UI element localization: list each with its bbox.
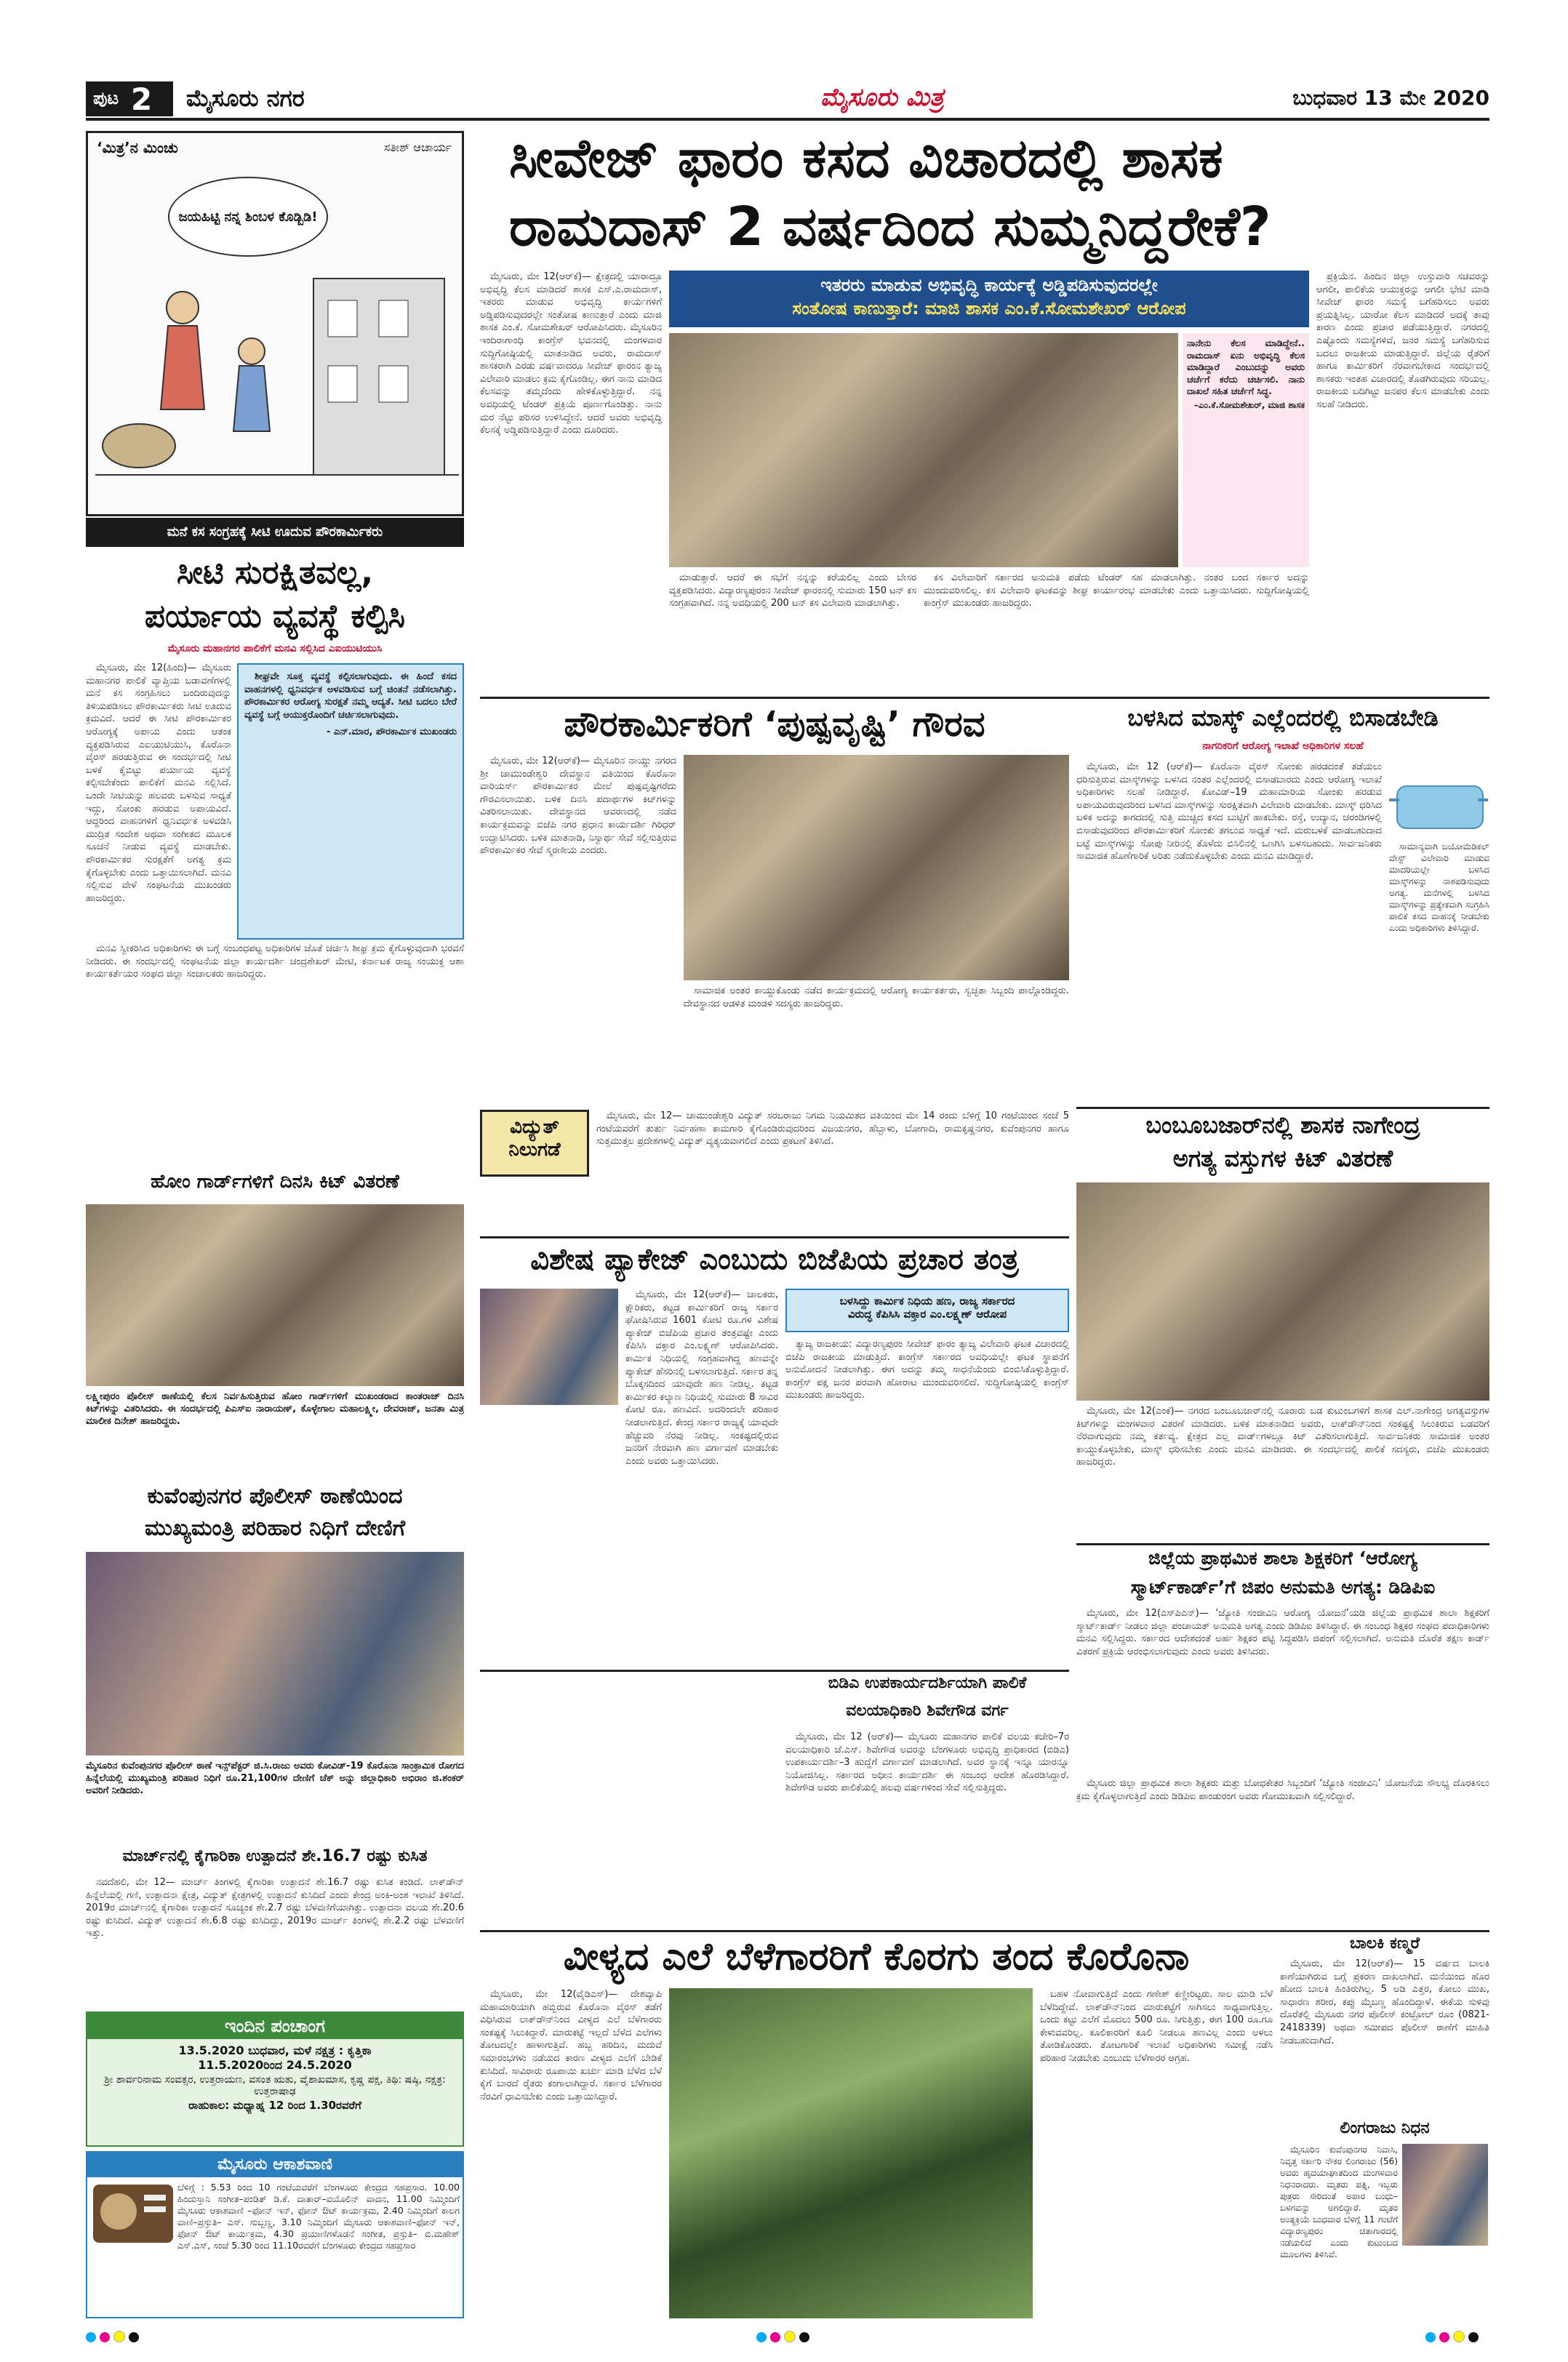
market-body-box xyxy=(86,1876,464,2007)
vishesha-body-box xyxy=(625,1289,778,1667)
nidhana-body: ಮೈಸೂರಿನ ಕುವೆಂಪುನಗರ ನಿವಾಸಿ, ನಿವೃತ್ತ ಸರ್ಕಾರಿ ನೌಕರ ಲಿಂಗರಾಜು (56) ಅವರು ಹೃದಯಾಘಾತದಿಂದ ಮಂಗಳವಾರ ನಿಧನರಾದರು. ಮೃತರು ಪತ್ನಿ, ಇಬ್ಬರು ಪುತ್ರರು ಸೇರಿದಂತೆ ಅಪಾರ ಬಂಧು–ಬಳಗವನ್ನು ಅಗಲಿದ್ದಾರೆ. ಮೃತರ ಅಂತ್ಯಕ್ರಿಯೆ ಬುಧವಾರ ಬೆಳಿಗ್ಗೆ 11 ಗಂಟೆಗೆ ವಿದ್ಯಾರಣ್ಯಪುರಂ ಚಿತಾಗಾರದಲ್ಲಿ ನಡೆಯಲಿದೆ ಎಂದು ಕುಟುಂಬದ ಮೂಲಗಳು ತಿಳಿಸಿವೆ. xyxy=(1280,2145,1398,2259)
vishesha-body-2-box xyxy=(785,1338,1069,1667)
cartoon-label: ‘ಮಿತ್ರ’ನ ಮಿಂಚು xyxy=(97,139,178,156)
soppu-body-2: ಬಹಳ ನೋವಾಗುತ್ತಿದೆ ಎಂದು ಗಣೇಶ್ ಕಣ್ಣೀರಿಟ್ಟರು. ಸಾಲ ಮಾಡಿ ಬೆಳೆ ಬೆಳೆದಿದ್ದೇವೆ. ಲಾಕ್‌ಡೌನ್‌ನಿಂದ ಮಾರುಕಟ್ಟೆಗೆ ಸಾಗಿಸಲು ಸಾಧ್ಯವಾಗುತ್ತಿಲ್ಲ. ಒಂದು ಕಟ್ಟು ಎಲೆಗೆ ಮೊದಲು 500 ರೂ. ಸಿಗುತ್ತಿತ್ತು, ಈಗ 100 ರೂ.ಗೂ ಕೇಳುವವರಿಲ್ಲ. ಕೂಲಿಕಾರರಿಗೆ ಕೂಲಿ ನೀಡಲೂ ಹಣವಿಲ್ಲ ಎಂದು ಅಳಲು ತೋಡಿಕೊಂಡರು. ತೋಟಗಾರಿಕೆ ಇಲಾಖೆ ಅಧಿಕಾರಿಗಳು ಸಮೀಕ್ಷೆ ನಡೆಸಿ ಪರಿಹಾರ ನೀಡಬೇಕು ಎಂಬುದು ಬೆಳೆಗಾರರ ಆಗ್ರಹ. xyxy=(1040,1989,1273,2064)
registration-marks-right xyxy=(1425,2331,1491,2342)
kanmare-box xyxy=(1280,1934,1489,2116)
masthead xyxy=(86,81,1489,118)
panchanga-box xyxy=(86,2011,464,2147)
nagendra-rule xyxy=(1076,1543,1489,1545)
akashavani-box xyxy=(86,2151,464,2318)
seeti-quote: ಶೀಘ್ರವೇ ಸೂಕ್ತ ವ್ಯವಸ್ಥೆ ಕಲ್ಪಿಸಲಾಗುವುದು. ಈ ಹಿಂದೆ ಕಸದ ವಾಹನಗಳಲ್ಲಿ ಧ್ವನಿವರ್ಧಕ ಅಳವಡಿಸುವ ಬಗ್ಗೆ ಚಿಂತನೆ ನಡೆಸಲಾಗಿತ್ತು. ಪೌರಕಾರ್ಮಿಕರ ಆರೋಗ್ಯ ಸುರಕ್ಷತೆ ನಮ್ಮ ಆದ್ಯತೆ. ಸೀಟಿ ಬದಲು ಬೇರೆ ವ್ಯವಸ್ಥೆ ಬಗ್ಗೆ ಆಯುಕ್ತರೊಂದಿಗೆ ಚರ್ಚಿಸಲಾಗುವುದು. xyxy=(244,671,457,721)
seeti-body: ಮೈಸೂರು, ಮೇ 12(ಹಿಂದಿ)— ಮೈಸೂರು ಮಹಾನಗರ ಪಾಲಿಕೆ ವ್ಯಾಪ್ತಿಯ ಬಡಾವಣೆಗಳಲ್ಲಿ ಮನೆ ಕಸ ಸಂಗ್ರಹಿಸಲು ಬಂದಿರುವುದನ್ನು ತಿಳಿಯಪಡಿಸಲು ಪೌರಕಾರ್ಮಿಕರು ಸೀಟಿ ಊದುವ ಕ್ರಮವಿದೆ. ಆದರೆ ಈ ಸೀಟಿ ಪೌರಕಾರ್ಮಿಕರ ಆರೋಗ್ಯಕ್ಕೆ ಅಪಾಯ ಎಂದು ಆತಂಕ ವ್ಯಕ್ತಪಡಿಸಿರುವ ಎಐಯುಟಿಯುಸಿ, ಕೊರೊನಾ ವೈರಸ್ ಹರಡುತ್ತಿರುವ ಈ ಸಂದರ್ಭದಲ್ಲಿ ಸೀಟಿ ಬಳಕೆ ಕೈಬಿಟ್ಟು ಪರ್ಯಾಯ ವ್ಯವಸ್ಥೆ ಕಲ್ಪಿಸಬೇಕೆಂದು ಪಾಲಿಕೆಗೆ ಮನವಿ ಸಲ್ಲಿಸಿದೆ. ಒಂದೇ ಸೀಟಿಯನ್ನು ಹಲವರು ಬಳಸುವ ಸಾಧ್ಯತೆ ಇದ್ದು, ಸೋಂಕು ಹರಡುವ ಅಪಾಯವಿದೆ. ಆದ್ದರಿಂದ ವಾಹನಗಳಿಗೆ ಧ್ವನಿವರ್ಧಕ ಅಳವಡಿಸಿ ಮುದ್ರಿತ ಸಂದೇಶ ಅಥವಾ ಸಂಗೀತದ ಮೂಲಕ ಸೂಚನೆ ನೀಡುವ ವ್ಯವಸ್ಥೆ ಮಾಡಬೇಕು. ಪೌರಕಾರ್ಮಿಕರ ಸುರಕ್ಷತೆಗೆ ಅಗತ್ಯ ಕ್ರಮ ಕೈಗೊಳ್ಳಬೇಕು ಎಂದು ಒತ್ತಾಯಿಸಲಾಗಿದೆ. ಮನವಿ ಸಲ್ಲಿಸುವ ವೇಳೆ ಸಂಘಟನೆಯ ಮುಖಂಡರು ಹಾಜರಿದ್ದರು. xyxy=(86,662,231,904)
nagendra-body-box xyxy=(1076,1405,1489,1540)
radio-icon xyxy=(93,2185,173,2243)
homeguard-photo xyxy=(86,1204,464,1386)
kuvempu-headline-1: ಕುವೆಂಪುನಗರ ಪೊಲೀಸ್ ಠಾಣೆಯಿಂದ xyxy=(147,1484,403,1509)
soppu-body: ಮೈಸೂರು, ಮೇ 12(ವೈಡಿಎಸ್)— ದೇಶವ್ಯಾಪಿ ಮಹಾಮಾರಿಯಾಗಿ ಹಬ್ಬಿರುವ ಕೊರೊನಾ ವೈರಸ್ ತಡೆಗೆ ವಿಧಿಸಿರುವ ಲಾಕ್‌ಡೌನ್‌ನಿಂದ ವೀಳ್ಯದ ಎಲೆ ಬೆಳೆಗಾರರು ಸಂಕಷ್ಟಕ್ಕೆ ಸಿಲುಕಿದ್ದಾರೆ. ಮಾರುಕಟ್ಟೆ ಇಲ್ಲದೆ ಬೆಳೆದ ಎಲೆಗಳು ತೋಟದಲ್ಲೇ ಹಾಳಾಗುತ್ತಿವೆ. ಹಬ್ಬ ಹರಿದಿನ, ಮದುವೆ ಸಮಾರಂಭಗಳು ನಡೆಯದ ಕಾರಣ ವೀಳ್ಯದ ಎಲೆಗೆ ಬೇಡಿಕೆ ಕುಸಿದಿದೆ. ಸಾವಿರಾರು ರೂಪಾಯಿ ಖರ್ಚು ಮಾಡಿ ಬೆಳೆದ ಬೆಳೆ ಕೈಗೆ ಬಾರದೆ ರೈತರು ಕಂಗಾಲಾಗಿದ್ದಾರೆ. ಸರ್ಕಾರ ಬೆಳೆಗಾರರ ನೆರವಿಗೆ ಧಾವಿಸಬೇಕು ಎಂದು ಒತ್ತಾಯಿಸಿದ್ದಾರೆ. xyxy=(480,1989,662,2102)
kanmare-headline: ಬಾಲಕಿ ಕಣ್ಮರೆ xyxy=(1349,1934,1420,1953)
mask-rule xyxy=(1076,1107,1489,1109)
vidyut-body-box xyxy=(596,1110,1069,1233)
lead-col-right xyxy=(1316,271,1489,692)
lead-photo-caption: ಮಾಡುತ್ತಾರೆ. ಆದರೆ ಈ ಸಭೆಗೆ ನನ್ನನ್ನು ಕರೆಯಲಿಲ್ಲ ಎಂದು ಬೇಸರ ವ್ಯಕ್ತಪಡಿಸಿದರು. ವಿದ್ಯಾರಣ್ಯಪುರಂನ ಸೀವೇಜ್ ಫಾರಂನಲ್ಲಿ ಸುಮಾರು 150 ಟನ್ ಕಸ ಸಂಗ್ರಹವಾಗಿದೆ. ನನ್ನ ಅವಧಿಯಲ್ಲಿ 200 ಟನ್ ಕಸ ವಿಲೇವಾರಿ ಮಾಡಲಾಗಿತ್ತು. xyxy=(669,572,916,609)
lead-photo xyxy=(669,333,1178,567)
lead-kicker-box xyxy=(669,271,1309,327)
soppu-headline: ವೀಳ್ಯದ ಎಲೆ ಬೆಳೆಗಾರರಿಗೆ ಕೊರಗು ತಂದ ಕೊರೊನಾ xyxy=(563,1935,1190,1979)
seeti-headline-1: ಸೀಟಿ ಸುರಕ್ಷಿತವಲ್ಲ, xyxy=(176,554,374,591)
kuvempu-photo xyxy=(86,1552,464,1756)
mask-icon xyxy=(1389,771,1488,836)
vishesha-rule xyxy=(480,1670,1069,1672)
shala-headline-2: ಸ್ಮಾರ್ಟ್‌ಕಾರ್ಡ್’ಗೆ ಜಿಪಂ ಅನುಮತಿ ಅಗತ್ಯ: ಡಿಡಿಪಿಐ xyxy=(1130,1577,1436,1598)
soppu-photo xyxy=(669,1988,1033,2318)
lead-headline-2: ರಾಮದಾಸ್ 2 ವರ್ಷದಿಂದ ಸುಮ್ಮನಿದ್ದರೇಕೆ? xyxy=(509,196,1271,258)
lead-pull-quote-by: –ಎಂ.ಕೆ.ಸೋಮಶೇಖರ್, ಮಾಜಿ ಶಾಸಕ xyxy=(1193,399,1305,410)
shala-headline-1: ಜಿಲ್ಲೆಯ ಪ್ರಾಥಮಿಕ ಶಾಲಾ ಶಿಕ್ಷಕರಿಗೆ ‘ಆರೋಗ್ಯ xyxy=(1148,1548,1417,1569)
vishesha-tail-box xyxy=(480,1674,778,1927)
mask-headline: ಬಳಸಿದ ಮಾಸ್ಕ್ ಎಲ್ಲೆಂದರಲ್ಲಿ ಬಿಸಾಡಬೇಡಿ xyxy=(1127,704,1439,732)
cartoon-strip-text: ಮನೆ ಕಸ ಸಂಗ್ರಹಕ್ಕೆ ಸೀಟಿ ಊದುವ ಪೌರಕಾರ್ಮಿಕರು xyxy=(167,524,383,540)
akashavani-body-box xyxy=(177,2182,460,2315)
market-body: ನವದೆಹಲಿ, ಮೇ 12— ಮಾರ್ಚ್ ತಿಂಗಳಲ್ಲಿ ಕೈಗಾರಿಕಾ ಉತ್ಪಾದನೆ ಶೇ.16.7 ರಷ್ಟು ಕುಸಿತ ಕಂಡಿದೆ. ಲಾಕ್‌ಡೌನ್ ಹಿನ್ನೆಲೆಯಲ್ಲಿ ಗಣಿ, ಉತ್ಪಾದನಾ ಕ್ಷೇತ್ರ, ವಿದ್ಯುತ್ ಕ್ಷೇತ್ರಗಳಲ್ಲಿ ಉತ್ಪಾದನೆ ಕುಸಿದಿದೆ ಎಂದು ಕೇಂದ್ರ ಅಂಕಿ-ಅಂಶ ಇಲಾಖೆ ತಿಳಿಸಿದೆ. 2019ರ ಮಾರ್ಚ್‌ನಲ್ಲಿ ಕೈಗಾರಿಕಾ ಉತ್ಪಾದನೆ ಸೂಚ್ಯಂಕ ಶೇ.2.7 ರಷ್ಟು ಬೆಳವಣಿಗೆಯಾಗಿತ್ತು. ಉತ್ಪಾದನಾ ವಲಯ ಶೇ.20.6 ರಷ್ಟು ಕುಸಿದಿದೆ. ವಿದ್ಯುತ್ ಉತ್ಪಾದನೆ ಶೇ.6.8 ರಷ್ಟು ಕುಸಿದಿದ್ದು, 2019ರ ಮಾರ್ಚ್ ತಿಂಗಳಲ್ಲಿ ಶೇ.2.2 ರಷ್ಟು ಬೆಳವಣಿಗೆ ಇತ್ತು. xyxy=(86,1877,464,1939)
lead-col-1-text: ಮೈಸೂರು, ಮೇ 12(ಆರ್‌ಕೆ)— ಕ್ಷೇತ್ರದಲ್ಲಿ ಯಾರಾದ್ರೂ ಅಭಿವೃದ್ಧಿ ಕೆಲಸ ಮಾಡಿದರೆ ಶಾಸಕ ಎಸ್.ಎ.ರಾಮದಾಸ್, ಇತರರು ಮಾಡುವ ಅಭಿವೃದ್ಧಿ ಕಾರ್ಯಗಳಿಗೆ ಅಡ್ಡಿಪಡಿಸುವುದರಲ್ಲೇ ಸಂತೋಷ ಕಾಣುತ್ತಾರೆ ಎಂದು ಮಾಜಿ ಶಾಸಕ ಎಂ.ಕೆ. ಸೋಮಶೇಖರ್ ಆರೋಪಿಸಿದರು. ಮೈಸೂರಿನ ಇಂದಿರಾಗಾಂಧಿ ಕಾಂಗ್ರೆಸ್ ಭವನದಲ್ಲಿ ಮಂಗಳವಾರ ಸುದ್ದಿಗೋಷ್ಠಿಯಲ್ಲಿ ಮಾತನಾಡಿದ ಅವರು, ರಾಮದಾಸ್ ಶಾಸಕರಾಗಿ ಎರಡು ವರ್ಷವಾದರೂ ಸೀವೇಜ್ ಫಾರಂನ ತ್ಯಾಜ್ಯ ವಿಲೇವಾರಿ ಮಾಡಲು ಕ್ರಮ ಕೈಗೊಂಡಿಲ್ಲ. ಈಗ ನಾನು ಮಾಡಿದ ಕೆಲಸವನ್ನು ತಮ್ಮದೆಂದು ಹೇಳಿಕೊಳ್ಳುತ್ತಿದ್ದಾರೆ. ನನ್ನ ಅವಧಿಯಲ್ಲಿ ಟೆಂಡರ್ ಪ್ರಕ್ರಿಯೆ ಪೂರ್ಣಗೊಂಡಿತ್ತು. ನಾನು ಮರ ನೆಟ್ಟು ಪರಿಸರ ಉಳಿಸಿದ್ದೇನೆ. ಆದರೆ ಅವರು ಅಭಿವೃದ್ಧಿ ಕೆಲಸಕ್ಕೆ ಅಡ್ಡಿಪಡಿಸುತ್ತಿದ್ದಾರೆ ಎಂದು ದೂರಿದರು. xyxy=(480,271,662,436)
nidhana-box xyxy=(1280,2119,1489,2318)
vishesha-headline: ವಿಶೇಷ ಪ್ಯಾಕೇಜ್ ಎಂಬುದು ಬಿಜೆಪಿಯ ಪ್ರಚಾರ ತಂತ್ರ xyxy=(530,1243,1019,1276)
seeti-byline: ಮೈಸೂರು ಮಹಾನಗರ ಪಾಲಿಕೆಗೆ ಮನವಿ ಸಲ್ಲಿಸಿದ ಎಐಯುಟಿಯುಸಿ xyxy=(167,643,383,654)
lead-col-right-text: ಪ್ರಕ್ರಿಯೆನ. ಹಿಂದಿನ ಜಿಲ್ಲಾ ಉಸ್ತುವಾರಿ ಸಚಿವರನ್ನು ಆಗಲೀ, ಪಾಲಿಕೆಯ ಆಯುಕ್ತರನ್ನು ಆಗಲೀ ಭೇಟಿ ಮಾಡಿ ಸೀವೇಜ್ ಫಾರಂ ಸಮಸ್ಯೆ ಬಗೆಹರಿಸಲು ಅವರು ಪ್ರಯತ್ನಿಸಿಲ್ಲ. ಯಾರೋ ಕೆಲಸ ಮಾಡಿದರೆ ಅದಕ್ಕೆ ತಾವು ಕಾರಣ ಎಂದು ಪ್ರಚಾರ ಪಡೆಯುತ್ತಿದ್ದಾರೆ. ನಗರದಲ್ಲಿ ಎಷ್ಟೊಂದು ಸಮಸ್ಯೆಗಳಿವೆ, ಜನರ ಸಮಸ್ಯೆ ಬಗೆಹರಿಸುವ ಬದಲು ರಾಜಕೀಯ ಮಾಡುತ್ತಿದ್ದಾರೆ. ಜಿಲ್ಲೆಯ ರೈತರಿಗೆ ಹಾಗೂ ಕಾರ್ಮಿಕರಿಗೆ ನೆರವಾಗಬೇಕಾದ ಸಂದರ್ಭದಲ್ಲಿ ಶಾಸಕರು ಇಂತಹ ವಿಚಾರದಲ್ಲಿ ತೊಡಗಿರುವುದು ಸರಿಯಲ್ಲ. ರಾಜಕೀಯ ಬದಿಗಿಟ್ಟು ಜನಪರ ಕೆಲಸ ಮಾಡಬೇಕು ಎಂದು ಸಲಹೆ ನೀಡಿದರು. xyxy=(1316,271,1489,410)
akashavani-title: ಮೈಸೂರು ಆಕಾಶವಾಣಿ xyxy=(87,2153,463,2177)
pushpa-body-box xyxy=(480,755,676,1104)
registration-marks-left xyxy=(86,2331,151,2342)
paper-name: ಮೈಸೂರು ಮಿತ್ರ xyxy=(820,83,944,112)
shala-body-2-box xyxy=(1076,1777,1489,1927)
vidyut-rule xyxy=(480,1236,1069,1238)
akashavani-body: ಬೆಳಿಗ್ಗೆ : 5.53 ರಿಂದ 10 ಗಂಟೆಯವರೆಗೆ ಬೆಂಗಳೂರು ಕೇಂದ್ರದ ಸಹಪ್ರಸಾರ. 10.00 ಹಿಂದುಸ್ತಾನಿ ಸಂಗೀತ–ಪಂಡಿತ್ ಡಿ.ಕೆ. ದಾತಾರ್–ವಯೊಲಿನ್ ವಾದನ, 11.00 ನಿಮ್ಮಿಂದಿಗೆ ಮೈಸೂರು ಆಕಾಶವಾಣಿ –ಫೋನ್ ಇನ್, ಫೋನ್ ಔಟ್ ಕಾರ್ಯಕ್ರಮ, 2.40 ನಿಮ್ಮಿಂದಿಗೆ ಕಾಲಗ ವಾಣಿ–ಪ್ರಸ್ತುತಿ– ಎಸ್. ಸುಬ್ಬಣ್ಣ, 3.10 ನಿಮ್ಮಿಂದಿಗೆ ಮೈಸೂರು ಆಕಾಶವಾಣಿ–ಫೋನ್ ಇನ್, ಫೋನ್ ಔಟ್ ಕಾರ್ಯಕ್ರಮ, 4.30 ಪ್ರಯಾಣಿಗಳೊಡನೆ ಸಂಗೀತ, ಪ್ರಸ್ತುತಿ– ಬಿ.ಮಹೇಶ್ ಎಸ್.ಎಸ್, ಸಂಜೆ 5.30 ರಿಂದ 11.10ರವರೆಗೆ ಬೆಂಗಳೂರು ಕೇಂದ್ರದ ಸಹಪ್ರಸಾರ xyxy=(177,2182,460,2251)
section-title: ಮೈಸೂರು ನಗರ xyxy=(186,84,305,112)
cartoon-bubble-text: ಜಯಹಿಟ್ಟಿ ನನ್ನ ಶಿಂಬಳ ಕೊಡ್ಬಿಡಿ! xyxy=(178,209,318,225)
panchanga-title: ಇಂದಿನ ಪಂಚಾಂಗ xyxy=(87,2013,463,2039)
cartoon-artist: ಸತೀಶ್ ಆಚಾರ್ಯ xyxy=(383,140,452,154)
vidyut-body: ಮೈಸೂರು, ಮೇ 12— ಚಾಮುಂಡೇಶ್ವರಿ ವಿದ್ಯುತ್ ಸರಬರಾಜು ನಿಗಮ ನಿಯಮಿತದ ವತಿಯಿಂದ ಮೇ 14 ರಂದು ಬೆಳಿಗ್ಗೆ 10 ಗಂಟೆಯಿಂದ ಸಂಜೆ 5 ಗಂಟೆಯವರೆಗೆ ತುರ್ತು ನಿರ್ವಹಣಾ ಕಾಮಗಾರಿ ಕೈಗೊಂಡಿರುವುದರಿಂದ ವಿಜಯನಗರ, ಹೆಬ್ಬಾಳು, ಬೋಗಾದಿ, ರಾಮಕೃಷ್ಣನಗರ, ಕುವೆಂಪುನಗರ ಹಾಗೂ ಸುತ್ತಮುತ್ತಲ ಪ್ರದೇಶಗಳಲ್ಲಿ ವಿದ್ಯುತ್ ವ್ಯತ್ಯಯವಾಗಲಿದೆ ಎಂದು ಪ್ರಕಟಣೆ ತಿಳಿಸಿದೆ. xyxy=(596,1110,1069,1148)
mask-kicker: ನಾಗರಿಕರಿಗೆ ಆರೋಗ್ಯ ಇಲಾಖೆ ಅಧಿಕಾರಿಗಳ ಸಲಹೆ xyxy=(1202,740,1364,752)
masthead-rule xyxy=(86,118,1489,121)
seeti-quote-box xyxy=(237,663,464,940)
registration-marks-center xyxy=(756,2331,822,2342)
soppu-body-2-box xyxy=(1040,1988,1273,2318)
nagendra-body: ಮೈಸೂರು, ಮೇ 12(ಎಂಕೆ)— ನಗರದ ಬಂಬೂಬಜಾರ್‌ನಲ್ಲಿ ನೂರಾರು ಬಡ ಕುಟುಂಬಗಳಿಗೆ ಶಾಸಕ ಎಲ್.ನಾಗೇಂದ್ರ ಅಗತ್ಯವಸ್ತುಗಳ ಕಿಟ್‌ಗಳನ್ನು ಮಂಗಳವಾರ ವಿತರಣೆ ಮಾಡಿದರು. ಬಳಿಕ ಮಾತನಾಡಿದ ಅವರು, ಲಾಕ್‌ಡೌನ್‌ನಿಂದ ಸಂಕಷ್ಟಕ್ಕೆ ಸಿಲುಕಿರುವ ಬಡವರಿಗೆ ನೆರವಾಗುವುದು ನಮ್ಮ ಕರ್ತವ್ಯ. ಕ್ಷೇತ್ರದ ಎಲ್ಲ ವಾರ್ಡ್‌ಗಳಲ್ಲೂ ಕಿಟ್ ವಿತರಿಸಲಾಗುತ್ತಿದೆ. ಸಾರ್ವಜನಿಕರು ಸಾಮಾಜಿಕ ಅಂತರ ಕಾಯ್ದುಕೊಳ್ಳಬೇಕು, ಮಾಸ್ಕ್ ಧರಿಸಬೇಕು ಎಂದು ಮನವಿ ಮಾಡಿದರು. ಈ ಸಂದರ್ಭದಲ್ಲಿ ಪಾಲಿಕೆ ಸದಸ್ಯರು, ಬಿಜೆಪಿ ಮುಖಂಡರು ಹಾಜರಿದ್ದರು. xyxy=(1076,1406,1489,1468)
panchanga-line-2: 11.5.2020ರಿಂದ 24.5.2020 xyxy=(198,2058,352,2072)
lead-col-1 xyxy=(480,271,662,692)
mask-body: ಮೈಸೂರು, ಮೇ 12 (ಆರ್‌ಕೆ)— ಕೊರೊನಾ ವೈರಸ್ ಸೋಂಕು ಹರಡದಂತೆ ತಡೆಯಲು ಧರಿಸುತ್ತಿರುವ ಮಾಸ್ಕ್‌ಗಳನ್ನು ಬಳಸಿದ ನಂತರ ಎಲ್ಲೆಂದರಲ್ಲಿ ಬಿಸಾಡಬಾರದು ಎಂದು ಆರೋಗ್ಯ ಇಲಾಖೆ ಅಧಿಕಾರಿಗಳು ಸಲಹೆ ನೀಡಿದ್ದಾರೆ. ಕೋವಿಡ್–19 ಮಹಾಮಾರಿಯ ಸೋಂಕು ಹರಡುವ ಅಪಾಯವಿರುವುದರಿಂದ ಬಳಸಿದ ಮಾಸ್ಕ್‌ಗಳನ್ನು ಸುರಕ್ಷಿತವಾಗಿ ವಿಲೇವಾರಿ ಮಾಡಬೇಕು. ಮಾಸ್ಕ್ ಧರಿಸಿದ ಬಳಿಕ ಅದನ್ನು ಕಾಗದದಲ್ಲಿ ಸುತ್ತಿ ಮುಚ್ಚಿದ ಕಸದ ಬುಟ್ಟಿಗೆ ಹಾಕಬೇಕು. ರಸ್ತೆ, ಉದ್ಯಾನ, ಚರಂಡಿಗಳಲ್ಲಿ ಬಿಸಾಡುವುದರಿಂದ ಪೌರಕಾರ್ಮಿಕರಿಗೆ ಸೋಂಕು ತಗಲುವ ಸಾಧ್ಯತೆ ಇದೆ. ಮರುಬಳಕೆ ಮಾಡಬಹುದಾದ ಬಟ್ಟೆ ಮಾಸ್ಕ್‌ಗಳನ್ನು ಸೋಪು ನೀರಿನಲ್ಲಿ ತೊಳೆದು ಬಿಸಿಲಿನಲ್ಲಿ ಒಣಗಿಸಿ ಬಳಸಬಹುದು. ಸಾರ್ವಜನಿಕರು ಸಾಮಾಜಿಕ ಹೊಣೆಗಾರಿಕೆ ಅರಿತು ನಡೆದುಕೊಳ್ಳಬೇಕು ಎಂದು ಮನವಿ ಮಾಡಿದ್ದಾರೆ. xyxy=(1076,761,1382,862)
seeti-body-left xyxy=(86,662,231,938)
lead-rule xyxy=(480,697,1489,699)
seeti-body-2: ಮನವಿ ಸ್ವೀಕರಿಸಿದ ಅಧಿಕಾರಿಗಳು ಈ ಬಗ್ಗೆ ಸಂಬಂಧಪಟ್ಟ ಅಧಿಕಾರಿಗಳ ಜೊತೆ ಚರ್ಚಿಸಿ ಶೀಘ್ರ ಕ್ರಮ ಕೈಗೊಳ್ಳುವುದಾಗಿ ಭರವಸೆ ನೀಡಿದರು. ಈ ಸಂದರ್ಭದಲ್ಲಿ ಸಂಘಟನೆಯ ಜಿಲ್ಲಾ ಕಾರ್ಯದರ್ಶಿ ಚಂದ್ರಶೇಖರ್ ಮೇಟಿ, ಕರ್ನಾಟಕ ರಾಜ್ಯ ಸಂಯುಕ್ತ ಆಶಾ ಕಾರ್ಯಕರ್ತೆಯರ ಸಂಘದ ಜಿಲ್ಲಾ ಸಂಚಾಲಕರು ಹಾಜರಿದ್ದರು. xyxy=(86,943,464,980)
vishesha-body: ಮೈಸೂರು, ಮೇ 12(ಆರ್‌ಕೆ)— ಚಾಲಕರು, ಕ್ಷೌರಿಕರು, ಕಟ್ಟಡ ಕಾರ್ಮಿಕರಿಗೆ ರಾಜ್ಯ ಸರ್ಕಾರ ಘೋಷಿಸಿರುವ 1601 ಕೋಟಿ ರೂ.ಗಳ ವಿಶೇಷ ಪ್ಯಾಕೇಜ್ ಬಿಜೆಪಿಯ ಪ್ರಚಾರ ತಂತ್ರವಷ್ಟೇ ಎಂದು ಕೆಪಿಸಿಸಿ ವಕ್ತಾರ ಎಂ.ಲಕ್ಷ್ಮಣ್ ಆರೋಪಿಸಿದರು. ಕಾರ್ಮಿಕ ನಿಧಿಯಲ್ಲಿ ಸಂಗ್ರಹವಾಗಿದ್ದ ಹಣವನ್ನೇ ಪ್ಯಾಕೇಜ್ ಹೆಸರಿನಲ್ಲಿ ಬಳಸಲಾಗುತ್ತಿದೆ. ಸರ್ಕಾರ ತನ್ನ ಬೊಕ್ಕಸದಿಂದ ಯಾವುದೇ ಹಣ ನೀಡಿಲ್ಲ. ಕಟ್ಟಡ ಕಾರ್ಮಿಕರ ಕಲ್ಯಾಣ ನಿಧಿಯಲ್ಲಿ ಸುಮಾರು 8 ಸಾವಿರ ಕೋಟಿ ರೂ. ಹಣವಿದೆ. ಅದರಿಂದಲೇ ಪರಿಹಾರ ನೀಡಲಾಗುತ್ತಿದೆ. ಕೇಂದ್ರ ಸರ್ಕಾರ ರಾಜ್ಯಕ್ಕೆ ಯಾವುದೇ ಹೆಚ್ಚುವರಿ ನೆರವು ನೀಡಿಲ್ಲ. ಸಂಕಷ್ಟದಲ್ಲಿರುವ ಜನರಿಗೆ ನೇರವಾಗಿ ಹಣ ವರ್ಗಾವಣೆ ಮಾಡಬೇಕು ಎಂದು ಅವರು ಒತ್ತಾಯಿಸಿದರು. xyxy=(625,1289,778,1467)
vishesha-kicker-box xyxy=(785,1289,1069,1332)
pushpa-body: ಮೈಸೂರು, ಮೇ 12(ಆರ್‌ಕೆ)— ಮೈಸೂರಿನ ನಾಯ್ಡು ನಗರದ ಶ್ರೀ ಚಾಮುಂಡೇಶ್ವರಿ ದೇವಸ್ಥಾನ ವತಿಯಿಂದ ಕೊರೊನಾ ವಾರಿಯರ್ಸ್ ಪೌರಕಾರ್ಮಿಕರ ಮೇಲೆ ಪುಷ್ಪವೃಷ್ಟಿಗರೆದು ಗೌರವಿಸಲಾಯಿತು. ಬಳಿಕ ದಿನಸಿ ಪದಾರ್ಥಗಳ ಕಿಟ್‌ಗಳನ್ನು ವಿತರಿಸಲಾಯಿತು. ದೇವಸ್ಥಾನದ ಆವರಣದಲ್ಲಿ ನಡೆದ ಕಾರ್ಯಕ್ರಮವನ್ನು ಬಿಜೆಪಿ ನಗರ ಪ್ರಧಾನ ಕಾರ್ಯದರ್ಶಿ ಗಿರಿಧರ್ ಉದ್ಘಾಟಿಸಿದರು. ಬಳಿಕ ಮಾತನಾಡಿ, ನಿಸ್ವಾರ್ಥ ಸೇವೆ ಸಲ್ಲಿಸುತ್ತಿರುವ ಪೌರಕಾರ್ಮಿಕರ ಸೇವೆ ಸ್ಮರಣೀಯ ಎಂದರು. xyxy=(480,756,676,857)
nagendra-headline-1: ಬಂಬೂಬಜಾರ್‌ನಲ್ಲಿ ಶಾಸಕ ನಾಗೇಂದ್ರ xyxy=(1145,1111,1420,1139)
lead-col-mid-text: ಕಸ ವಿಲೇವಾರಿಗೆ ಸರ್ಕಾರದ ಅನುಮತಿ ಪಡೆದು ಟೆಂಡರ್ ಸಹ ಮಾಡಲಾಗಿತ್ತು. ನಂತರ ಬಂದ ಸರ್ಕಾರ ಅದನ್ನು ಮುಂದುವರಿಸಲಿಲ್ಲ. ಕಸ ವಿಲೇವಾರಿ ಘಟಕವನ್ನು ಶೀಘ್ರ ಕಾರ್ಯಾರಂಭ ಮಾಡಬೇಕು ಎಂದು ಒತ್ತಾಯಿಸಿದರು. ಸುದ್ದಿಗೋಷ್ಠಿಯಲ್ಲಿ ಕಾಂಗ್ರೆಸ್ ಮುಖಂಡರು ಹಾಜರಿದ್ದರು. xyxy=(924,572,1309,609)
nagendra-headline-2: ಅಗತ್ಯ ವಸ್ತುಗಳ ಕಿಟ್ ವಿತರಣೆ xyxy=(1172,1145,1393,1172)
kanmare-body: ಮೈಸೂರು, ಮೇ 12(ಆರ್‌ಕೆ)— 15 ವರ್ಷದ ಬಾಲಕಿ ಕಾಣೆಯಾಗಿರುವ ಬಗ್ಗೆ ಪ್ರಕರಣ ದಾಖಲಾಗಿದೆ. ಮನೆಯಿಂದ ಹೊರ ಹೋದ ಬಾಲಕಿ ಹಿಂತಿರುಗಿಲ್ಲ. 5 ಅಡಿ ಎತ್ತರ, ಕೋಲು ಮುಖ, ಸಾಧಾರಣ ಶರೀರ, ಕಪ್ಪು ಮೈಬಣ್ಣ ಹೊಂದಿದ್ದಾಳೆ. ಈಕೆಯ ಸುಳಿವು ದೊರೆತಲ್ಲಿ ಮೈಸೂರು ನಗರ ಪೊಲೀಸ್ ಕಂಟ್ರೋಲ್ ರೂಂ (0821-2418339) ಅಥವಾ ಸಮೀಪದ ಪೊಲೀಸ್ ಠಾಣೆಗೆ ಮಾಹಿತಿ ನೀಡಬಹುದಾಗಿದೆ. xyxy=(1280,1958,1489,2046)
cartoon-bubble xyxy=(168,177,328,257)
pushpa-caption: ಸಾಮಾಜಿಕ ಅಂತರ ಕಾಯ್ದುಕೊಂಡು ನಡೆದ ಕಾರ್ಯಕ್ರಮದಲ್ಲಿ ಆರೋಗ್ಯ ಕಾರ್ಯಕರ್ತರು, ಸ್ವಚ್ಛತಾ ಸಿಬ್ಬಂದಿ ಪಾಲ್ಗೊಂಡಿದ್ದರು. ದೇವಸ್ಥಾನದ ಆಡಳಿತ ಮಂಡಳಿ ಸದಸ್ಯರು ಹಾಜರಿದ್ದರು. xyxy=(684,985,1069,1009)
vishesha-kicker-2: ವಿರುದ್ಧ ಕೆಪಿಸಿಸಿ ವಕ್ತಾರ ಎಂ.ಲಕ್ಷ್ಮಣ್ ಆರೋಪ xyxy=(847,1308,1007,1321)
homeguard-caption: ಲಕ್ಷ್ಮೀಪುರಂ ಪೊಲೀಸ್ ಠಾಣೆಯಲ್ಲಿ ಕೆಲಸ ನಿರ್ವಹಿಸುತ್ತಿರುವ ಹೋಂ ಗಾರ್ಡ್‌ಗಳಿಗೆ ಮುಖಂಡರಾದ ಕಾಂತರಾಜ್ ದಿನಸಿ ಕಿಟ್‌ಗಳನ್ನು ವಿತರಿಸಿದರು. ಈ ಸಂದರ್ಭದಲ್ಲಿ ಪಿಎಸ್‌ಐ ನಾರಾಯಣ್, ಕೊಳ್ಳೇಗಾಲ ಮಹಾಲಕ್ಷ್ಮೀ, ದೇವರಾಜ್, ಜನತಾ ಮಿತ್ರ ಮಾಲೀಕ ದಿನೇಶ್ ಹಾಜರಿದ್ದರು. xyxy=(86,1391,464,1427)
byelaw-headline-1: ಬಿಡಿಎ ಉಪಕಾರ್ಯದರ್ಶಿಯಾಗಿ ಪಾಲಿಕೆ xyxy=(828,1674,1027,1692)
soppu-body-box xyxy=(480,1988,662,2318)
cartoon-drawing xyxy=(95,264,459,482)
byelaw-body-box xyxy=(785,1731,1069,1927)
page-number: 2 xyxy=(131,81,153,117)
lead-photo-caption-box xyxy=(669,572,916,692)
lead-kicker-1: ಇತರರು ಮಾಡುವ ಅಭಿವೃದ್ಧಿ ಕಾರ್ಯಕ್ಕೆ ಅಡ್ಡಿಪಡಿಸುವುದರಲ್ಲೇ xyxy=(820,275,1158,295)
seeti-quote-by: - ಎನ್.ಮಾರ, ಪೌರಕಾರ್ಮಿಕ ಮುಖಂಡರು xyxy=(327,726,457,738)
pushpa-caption-box xyxy=(684,985,1069,1104)
panchanga-line-1: 13.5.2020 ಬುಧವಾರ, ಮಳೆ ನಕ್ಷತ್ರ : ಕೃತ್ತಿಕಾ xyxy=(178,2043,372,2057)
lead-headline-1: ಸೀವೇಜ್ ಫಾರಂ ಕಸದ ವಿಚಾರದಲ್ಲಿ ಶಾಸಕ xyxy=(509,127,1223,190)
vidyut-tag-2: ನಿಲುಗಡೆ xyxy=(508,1139,561,1161)
lead-pull-quote: ನಾನೇನು ಕೆಲಸ ಮಾಡಿದ್ದೇನೆ.. ರಾಮದಾಸ್ ಏನು ಅಭಿವೃದ್ಧಿ ಕೆಲಸ ಮಾಡಿದ್ದಾರೆ ಎಂಬುದನ್ನು ಅವರು ಚರ್ಚೆಗೆ ಕರೆದು ಚರ್ಚಿಸಲಿ. ನಾನು ದಾಖಲೆ ಸಹಿತ ಚರ್ಚೆಗೆ ಸಿದ್ಧ. xyxy=(1187,337,1305,396)
kuvempu-caption: ಮೈಸೂರಿನ ಕುವೆಂಪುನಗರ ಪೊಲೀಸ್ ಠಾಣೆ ಇನ್ಸ್‌ಪೆಕ್ಟರ್ ಜಿ.ಸಿ.ರಾಜು ಅವರು ಕೋವಿಡ್-19 ಕೊರೊನಾ ಸಾಂಕ್ರಾಮಿಕ ರೋಗದ ಹಿನ್ನೆಲೆಯಲ್ಲಿ ಮುಖ್ಯಮಂತ್ರಿ ಪರಿಹಾರ ನಿಧಿಗೆ ರೂ.21,100ಗಳ ದೇಣಿಗೆ ಚೆಕ್ ಅನ್ನು ಜಿಲ್ಲಾಧಿಕಾರಿ ಅಭಿರಾಂ ಜಿ.ಶಂಕರ್ ಅವರಿಗೆ ನೀಡಿದರು. xyxy=(86,1761,464,1796)
pushpa-photo xyxy=(684,755,1069,980)
shala-body: ಮೈಸೂರು, ಮೇ 12(ಎಸ್‌ಪಿಎನ್)— ‘ಜ್ಯೋತಿ ಸಂಜೀವಿನಿ ಆರೋಗ್ಯ ಯೋಜನೆ’ಯಡಿ ಜಿಲ್ಲೆಯ ಪ್ರಾಥಮಿಕ ಶಾಲಾ ಶಿಕ್ಷಕರಿಗೆ ಸ್ಮಾರ್ಟ್‌ಕಾರ್ಡ್ ನೀಡಲು ಜಿಲ್ಲಾ ಪಂಚಾಯತ್ ಅನುಮತಿ ಅಗತ್ಯ ಎಂದು ಡಿಡಿಪಿಐ ತಿಳಿಸಿದ್ದಾರೆ. ಈ ಸಂಬಂಧ ಶಿಕ್ಷಕರ ಸಂಘದ ಪದಾಧಿಕಾರಿಗಳು ಮನವಿ ಸಲ್ಲಿಸಿದ್ದರು. ಸರ್ಕಾರದ ಆದೇಶದಂತೆ ಅರ್ಹ ಶಿಕ್ಷಕರ ಪಟ್ಟಿ ಸಿದ್ಧಪಡಿಸಿ ಜಿಪಂಗೆ ಸಲ್ಲಿಸಲಾಗಿದೆ. ಅನುಮತಿ ದೊರೆತ ತಕ್ಷಣ ಕಾರ್ಡ್ ವಿತರಣೆ ಪ್ರಕ್ರಿಯೆ ಆರಂಭಿಸಲಾಗುವುದು ಎಂದು ಅವರು ತಿಳಿಸಿದರು. xyxy=(1076,1608,1489,1657)
kuvempu-headline-2: ಮುಖ್ಯಮಂತ್ರಿ ಪರಿಹಾರ ನಿಧಿಗೆ ದೇಣಿಗೆ xyxy=(144,1516,406,1541)
seeti-headline-2: ಪರ್ಯಾಯ ವ್ಯವಸ್ಥೆ ಕಲ್ಪಿಸಿ xyxy=(144,598,406,635)
vidyut-tag xyxy=(480,1110,589,1177)
vidyut-tag-1: ವಿದ್ಯುತ್ xyxy=(510,1116,559,1138)
market-headline: ಮಾರ್ಚ್‌ನಲ್ಲಿ ಕೈಗಾರಿಕಾ ಉತ್ಪಾದನೆ ಶೇ.16.7 ರಷ್ಟು ಕುಸಿತ xyxy=(122,1847,428,1865)
seeti-body-bottom xyxy=(86,942,464,1161)
vishesha-photo xyxy=(480,1289,618,1405)
cartoon-strip xyxy=(86,518,464,547)
cartoon-box xyxy=(86,131,464,516)
homeguard-headline: ಹೋಂ ಗಾರ್ಡ್‌ಗಳಿಗೆ ದಿನಸಿ ಕಿಟ್ ವಿತರಣೆ xyxy=(151,1171,399,1193)
page-label-box xyxy=(86,81,173,116)
nidhana-headline: ಲಿಂಗರಾಜು ನಿಧನ xyxy=(1340,2119,1430,2137)
byelaw-body: ಮೈಸೂರು, ಮೇ 12 (ಆರ್‌ಕೆ)— ಮೈಸೂರು ಮಹಾನಗರ ಪಾಲಿಕೆ ವಲಯ ಕಚೇರಿ–7ರ ವಲಯಾಧಿಕಾರಿ ಜೆ.ಎಸ್. ಶಿವೇಗೌಡ ಅವರನ್ನು ಬೆಂಗಳೂರು ಅಭಿವೃದ್ಧಿ ಪ್ರಾಧಿಕಾರದ (ಬಿಡಿಎ) ಉಪಕಾರ್ಯದರ್ಶಿ–3 ಹುದ್ದೆಗೆ ವರ್ಗಾವಣೆ ಮಾಡಲಾಗಿದೆ. ಅವರ ಸ್ಥಾನಕ್ಕೆ ಇನ್ನೂ ಯಾರನ್ನೂ ನಿಯೋಜಿಸಿಲ್ಲ. ಸರ್ಕಾರದ ಅಧೀನ ಕಾರ್ಯದರ್ಶಿ ಈ ಸಂಬಂಧ ಆದೇಶ ಹೊರಡಿಸಿದ್ದಾರೆ. ಶಿವೇಗೌಡ ಅವರು ಪಾಲಿಕೆಯಲ್ಲಿ ಹಲವು ವರ್ಷಗಳಿಂದ ಸೇವೆ ಸಲ್ಲಿಸುತ್ತಿದ್ದರು. xyxy=(785,1732,1069,1794)
vishesha-kicker-1: ಬಳಸಿದ್ದು ಕಾರ್ಮಿಕ ನಿಧಿಯ ಹಣ, ರಾಜ್ಯ ಸರ್ಕಾರದ xyxy=(839,1294,1015,1308)
nagendra-photo xyxy=(1076,1182,1489,1401)
mask-body-2-box xyxy=(1389,841,1489,1102)
shala-body-2: ಮೈಸೂರು ಜಿಲ್ಲಾ ಪ್ರಾಥಮಿಕ ಶಾಲಾ ಶಿಕ್ಷಕರು ಮತ್ತು ಬೋಧಕೇತರ ಸಿಬ್ಬಂದಿಗೆ ‘ಜ್ಯೋತಿ ಸಂಜೀವಿನಿ’ ಯೋಜನೆಯ ಸೌಲಭ್ಯ ದೊರಕಿಸಲು ಕ್ರಮ ಕೈಗೊಳ್ಳಲಾಗುತ್ತಿದೆ ಎಂದು ಡಿಡಿಪಿಐ ಪಾಂಡುರಂಗ ಅವರು ಗೋಮುಖವಾಗಿ ಸಲ್ಲಿಸಲಿದ್ದಾರೆ. xyxy=(1076,1778,1489,1802)
vishesha-body-2: ತ್ಯಾಜ್ಯ ರಾಜಕೀಯ: ವಿದ್ಯಾರಣ್ಯಪುರಂ ಸೀವೇಜ್ ಫಾರಂ ತ್ಯಾಜ್ಯ ವಿಲೇವಾರಿ ಘಟಕ ವಿಚಾರದಲ್ಲಿ ಬಿಜೆಪಿ ರಾಜಕೀಯ ಮಾಡುತ್ತಿದೆ. ಕಾಂಗ್ರೆಸ್ ಸರ್ಕಾರದ ಅವಧಿಯಲ್ಲೇ ಘಟಕ ಸ್ಥಾಪನೆಗೆ ಅನುಮೋದನೆ ನೀಡಲಾಗಿತ್ತು. ಈಗ ಅದನ್ನು ತಮ್ಮ ಸಾಧನೆಯೆಂದು ಬಿಂಬಿಸಿಕೊಳ್ಳುತ್ತಿದ್ದಾರೆ. ಕಾಂಗ್ರೆಸ್ ಪಕ್ಷ ಜನರ ಪರವಾಗಿ ಹೋರಾಟ ಮುಂದುವರಿಸಲಿದೆ. ಸುದ್ದಿಗೋಷ್ಠಿಯಲ್ಲಿ ಕಾಂಗ್ರೆಸ್ ಮುಖಂಡರು ಹಾಜರಿದ್ದರು. xyxy=(785,1339,1069,1401)
lead-pull-quote-box xyxy=(1183,333,1309,567)
mask-body-2: ಸಾಮಾನ್ಯವಾಗಿ ಬಯೋಮೆಡಿಕಲ್ ವೇಸ್ಟ್ ವಿಲೇವಾರಿ ಮಾಡುವ ಮಾದರಿಯಲ್ಲೇ ಬಳಸಿದ ಮಾಸ್ಕ್‌ಗಳನ್ನು ನಾಶಪಡಿಸುವುದು ಅಗತ್ಯ. ಮನೆಗಳಲ್ಲಿ ಬಳಸಿದ ಮಾಸ್ಕ್‌ಗಳನ್ನು ಪ್ರತ್ಯೇಕವಾಗಿ ಸಂಗ್ರಹಿಸಿ ಪಾಲಿಕೆ ಕಸದ ವಾಹನಕ್ಕೆ ನೀಡಬೇಕು ಎಂದು ಅಧಿಕಾರಿಗಳು ತಿಳಿಸಿದ್ದಾರೆ. xyxy=(1389,841,1489,933)
pushpa-headline: ಪೌರಕಾರ್ಮಿಕರಿಗೆ ‘ಪುಷ್ಪವೃಷ್ಟಿ’ ಗೌರವ xyxy=(564,704,985,745)
lead-kicker-2: ಸಂತೋಷ ಕಾಣುತ್ತಾರೆ: ಮಾಜಿ ಶಾಸಕ ಎಂ.ಕೆ.ಸೋಮಶೇಖರ್ ಆರೋಪ xyxy=(792,298,1186,319)
vishesha-body-left-box xyxy=(480,1411,618,1667)
panchanga-line-4: ರಾಹುಕಾಲ: ಮಧ್ಯಾಹ್ನ 12 ರಿಂದ 1.30ರವರೆಗೆ xyxy=(188,2099,361,2112)
soppu-rule xyxy=(480,1930,1489,1932)
panchanga-line-3: ಶ್ರೀ ಶಾರ್ವರಿನಾಮ ಸಂವತ್ಸರ, ಉತ್ತರಾಯಣ, ವಸಂತ ಋತು, ವೈಶಾಖಮಾಸ, ಕೃಷ್ಣ ಪಕ್ಷ, ತಿಥಿ: ಷಷ್ಠಿ, ನಕ್ಷತ್ರ: ಉತ್ತರಾಷಾಢ xyxy=(104,2074,446,2097)
mask-body-box xyxy=(1076,761,1382,1102)
nidhana-photo xyxy=(1402,2144,1488,2246)
issue-date: ಬುಧವಾರ 13 ಮೇ 2020 xyxy=(1292,86,1489,110)
shala-body-box xyxy=(1076,1607,1489,1774)
byelaw-headline-2: ವಲಯಾಧಿಕಾರಿ ಶಿವೇಗೌಡ ವರ್ಗ xyxy=(846,1702,1009,1720)
lead-col-mid xyxy=(924,572,1309,692)
page-label: ಪುಟ xyxy=(93,88,119,108)
